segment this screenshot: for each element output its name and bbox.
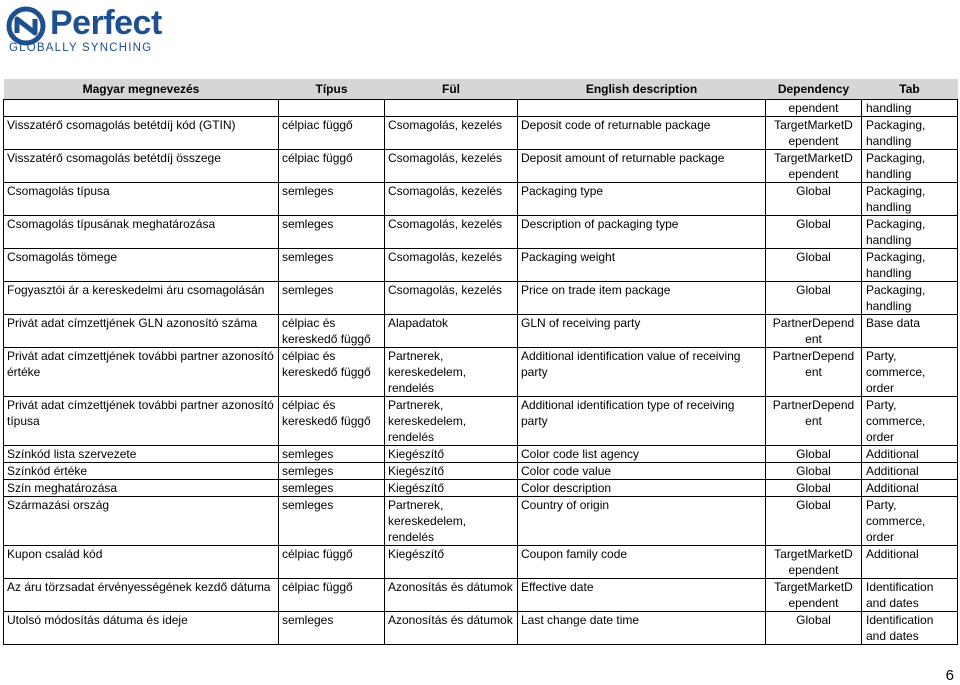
table-header-row	[4, 79, 958, 100]
hungarian-name-cell: Színkód értéke	[4, 463, 279, 480]
type-cell: semleges	[279, 497, 385, 546]
tab-hu-cell: Csomagolás, kezelés	[385, 117, 518, 150]
hungarian-name-cell: Privát adat címzettjének GLN azonosító száma	[4, 315, 279, 348]
table-row	[4, 216, 958, 249]
tab-hu-cell: Kiegészítő	[385, 463, 518, 480]
type-cell: célpiac függő	[279, 546, 385, 579]
header-tab-hu: Fül	[385, 79, 518, 100]
type-cell: semleges	[279, 282, 385, 315]
hungarian-name-cell: Visszatérő csomagolás betétdíj kód (GTIN)	[4, 117, 279, 150]
hungarian-name-cell: Visszatérő csomagolás betétdíj összege	[4, 150, 279, 183]
tab-hu-cell: Kiegészítő	[385, 546, 518, 579]
table-row	[4, 480, 958, 497]
header-hungarian-name: Magyar megnevezés	[4, 79, 279, 100]
tab-hu-cell: Partnerek, kereskedelem, rendelés	[385, 497, 518, 546]
tab-hu-cell: Csomagolás, kezelés	[385, 249, 518, 282]
dependency-cell: TargetMarketD ependent	[766, 579, 862, 612]
table-row	[4, 579, 958, 612]
dependency-cell: ependent	[766, 100, 862, 117]
header-tab: Tab	[862, 79, 958, 100]
english-description-cell	[518, 100, 766, 117]
tab-cell: Packaging, handling	[862, 183, 958, 216]
brand-name: Perfect	[50, 4, 162, 42]
english-description-cell: Effective date	[518, 579, 766, 612]
english-description-cell: Last change date time	[518, 612, 766, 645]
table-row	[4, 612, 958, 645]
table-row	[4, 150, 958, 183]
header-english-description: English description	[518, 79, 766, 100]
table-row	[4, 249, 958, 282]
tab-hu-cell: Kiegészítő	[385, 480, 518, 497]
tab-cell: Base data	[862, 315, 958, 348]
english-description-cell: Deposit code of returnable package	[518, 117, 766, 150]
english-description-cell: Coupon family code	[518, 546, 766, 579]
tab-cell: Packaging, handling	[862, 117, 958, 150]
dependency-cell: Global	[766, 463, 862, 480]
type-cell: semleges	[279, 183, 385, 216]
tab-cell: Packaging, handling	[862, 249, 958, 282]
type-cell: semleges	[279, 446, 385, 463]
tab-hu-cell: Csomagolás, kezelés	[385, 216, 518, 249]
perfect-logo	[6, 4, 176, 56]
type-cell: célpiac és kereskedő függő	[279, 348, 385, 397]
english-description-cell: Deposit amount of returnable package	[518, 150, 766, 183]
hungarian-name-cell: Színkód lista szervezete	[4, 446, 279, 463]
english-description-cell: Description of packaging type	[518, 216, 766, 249]
english-description-cell: Color code list agency	[518, 446, 766, 463]
dependency-cell: Global	[766, 216, 862, 249]
english-description-cell: Packaging type	[518, 183, 766, 216]
type-cell: semleges	[279, 480, 385, 497]
header-dependency: Dependency	[766, 79, 862, 100]
tab-cell: Identification and dates	[862, 579, 958, 612]
tab-cell: Packaging, handling	[862, 216, 958, 249]
dependency-cell: Global	[766, 446, 862, 463]
tab-hu-cell	[385, 100, 518, 117]
tab-cell: Party, commerce, order	[862, 497, 958, 546]
hungarian-name-cell: Utolsó módosítás dátuma és ideje	[4, 612, 279, 645]
hungarian-name-cell: Csomagolás típusa	[4, 183, 279, 216]
tab-cell: Identification and dates	[862, 612, 958, 645]
type-cell	[279, 100, 385, 117]
dependency-cell: TargetMarketD ependent	[766, 117, 862, 150]
tab-cell: Packaging, handling	[862, 150, 958, 183]
tab-hu-cell: Csomagolás, kezelés	[385, 183, 518, 216]
type-cell: célpiac és kereskedő függő	[279, 397, 385, 446]
table-row	[4, 117, 958, 150]
type-cell: célpiac függő	[279, 117, 385, 150]
table-row	[4, 446, 958, 463]
tab-hu-cell: Csomagolás, kezelés	[385, 282, 518, 315]
hungarian-name-cell: Szín meghatározása	[4, 480, 279, 497]
dependency-cell: Global	[766, 497, 862, 546]
table-row-continued	[4, 100, 958, 117]
tab-cell: Party, commerce, order	[862, 397, 958, 446]
dependency-cell: Global	[766, 282, 862, 315]
table-row	[4, 315, 958, 348]
english-description-cell: Color description	[518, 480, 766, 497]
table-row	[4, 282, 958, 315]
hungarian-name-cell: Fogyasztói ár a kereskedelmi áru csomagolásán	[4, 282, 279, 315]
hungarian-name-cell: Csomagolás típusának meghatározása	[4, 216, 279, 249]
type-cell: semleges	[279, 612, 385, 645]
tab-hu-cell: Kiegészítő	[385, 446, 518, 463]
table-row	[4, 546, 958, 579]
dependency-cell: Global	[766, 183, 862, 216]
tab-cell: Additional	[862, 480, 958, 497]
dependency-cell: TargetMarketD ependent	[766, 150, 862, 183]
english-description-cell: Additional identification value of receiving party	[518, 348, 766, 397]
english-description-cell: GLN of receiving party	[518, 315, 766, 348]
tab-cell: Packaging, handling	[862, 282, 958, 315]
type-cell: semleges	[279, 463, 385, 480]
dependency-cell: PartnerDepend ent	[766, 348, 862, 397]
hungarian-name-cell: Privát adat címzettjének további partner azonosító értéke	[4, 348, 279, 397]
table-row	[4, 348, 958, 397]
hungarian-name-cell: Az áru törzsadat érvényességének kezdő dátuma	[4, 579, 279, 612]
hungarian-name-cell: Kupon család kód	[4, 546, 279, 579]
brand-tagline: GLOBALLY SYNCHING	[9, 42, 153, 54]
table-row	[4, 463, 958, 480]
table-row	[4, 497, 958, 546]
tab-hu-cell: Azonosítás és dátumok	[385, 579, 518, 612]
dependency-cell: PartnerDepend ent	[766, 397, 862, 446]
table-row	[4, 183, 958, 216]
page-number: 6	[945, 667, 954, 684]
table-row	[4, 397, 958, 446]
dependency-cell: Global	[766, 249, 862, 282]
english-description-cell: Country of origin	[518, 497, 766, 546]
type-cell: semleges	[279, 249, 385, 282]
dependency-cell: Global	[766, 480, 862, 497]
tab-hu-cell: Partnerek, kereskedelem, rendelés	[385, 348, 518, 397]
english-description-cell: Color code value	[518, 463, 766, 480]
type-cell: célpiac és kereskedő függő	[279, 315, 385, 348]
tab-hu-cell: Csomagolás, kezelés	[385, 150, 518, 183]
tab-cell: handling	[862, 100, 958, 117]
type-cell: semleges	[279, 216, 385, 249]
tab-cell: Additional	[862, 546, 958, 579]
perfect-logo-icon	[6, 6, 46, 46]
dependency-cell: PartnerDepend ent	[766, 315, 862, 348]
tab-hu-cell: Azonosítás és dátumok	[385, 612, 518, 645]
tab-hu-cell: Partnerek, kereskedelem, rendelés	[385, 397, 518, 446]
hungarian-name-cell: Csomagolás tömege	[4, 249, 279, 282]
type-cell: célpiac függő	[279, 150, 385, 183]
tab-cell: Additional	[862, 463, 958, 480]
hungarian-name-cell: Privát adat címzettjének további partner azonosító típusa	[4, 397, 279, 446]
tab-cell: Party, commerce, order	[862, 348, 958, 397]
type-cell: célpiac függő	[279, 579, 385, 612]
header-type: Típus	[279, 79, 385, 100]
hungarian-name-cell	[4, 100, 279, 117]
english-description-cell: Additional identification type of receiving party	[518, 397, 766, 446]
english-description-cell: Price on trade item package	[518, 282, 766, 315]
english-description-cell: Packaging weight	[518, 249, 766, 282]
attribute-table	[3, 79, 958, 645]
dependency-cell: Global	[766, 612, 862, 645]
hungarian-name-cell: Származási ország	[4, 497, 279, 546]
tab-cell: Additional	[862, 446, 958, 463]
dependency-cell: TargetMarketD ependent	[766, 546, 862, 579]
tab-hu-cell: Alapadatok	[385, 315, 518, 348]
